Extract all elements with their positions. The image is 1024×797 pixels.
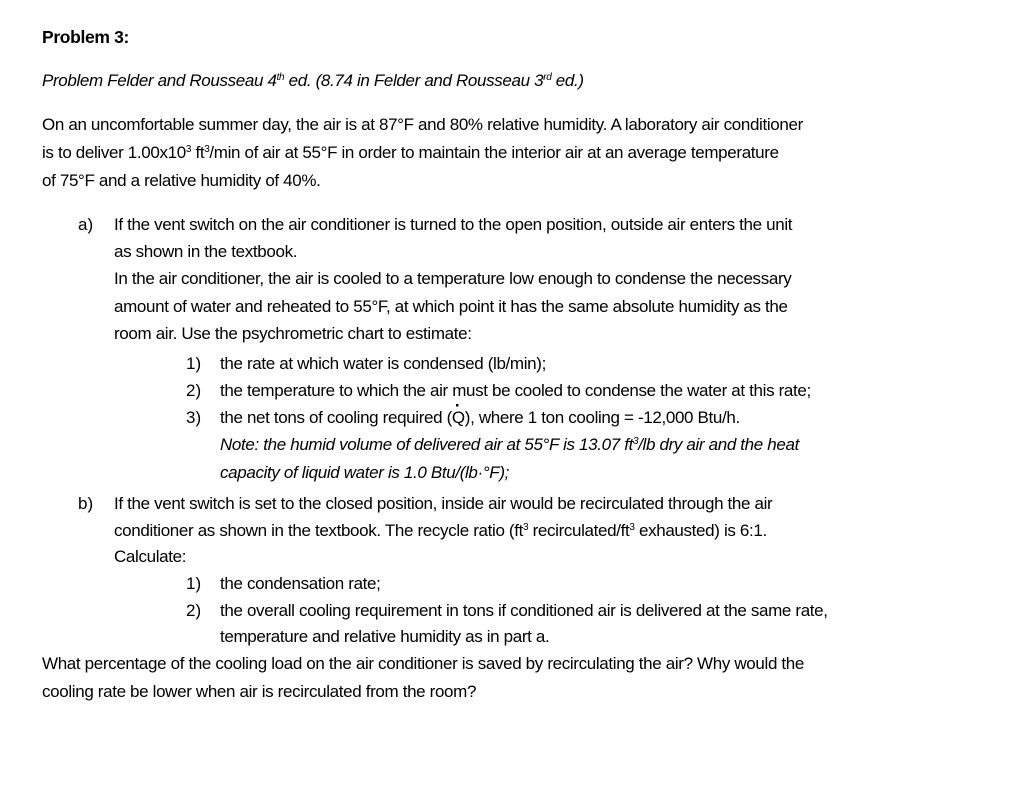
note: Note: the humid volume of delivered air at 55°F is 13.07 $ft^3/lb$ dry air and the heat <box>220 435 799 454</box>
q-dot-symbol: · Q <box>452 408 465 428</box>
part-b-marker: b) <box>78 494 94 513</box>
list-item: the rate at which water is condensed (lb/min); <box>220 354 546 373</box>
list-item: the overall cooling requirement in tons if conditioned air is delivered at the same rate, <box>220 601 828 620</box>
textbook-reference: Problem Felder and Rousseau 4th ed. (8.74 in Felder and Rousseau 3rd ed.) <box>42 71 584 90</box>
list-item: the temperature to which the air must be cooled to condense the water at this rate; <box>220 381 811 400</box>
problem-heading: Problem 3: <box>42 27 129 47</box>
list-item: the condensation rate; <box>220 574 381 593</box>
list-item: the net tons of cooling required (· Q), where 1 ton cooling = -12,000 Btu/h. <box>220 408 740 428</box>
part-a-marker: a) <box>78 215 94 234</box>
